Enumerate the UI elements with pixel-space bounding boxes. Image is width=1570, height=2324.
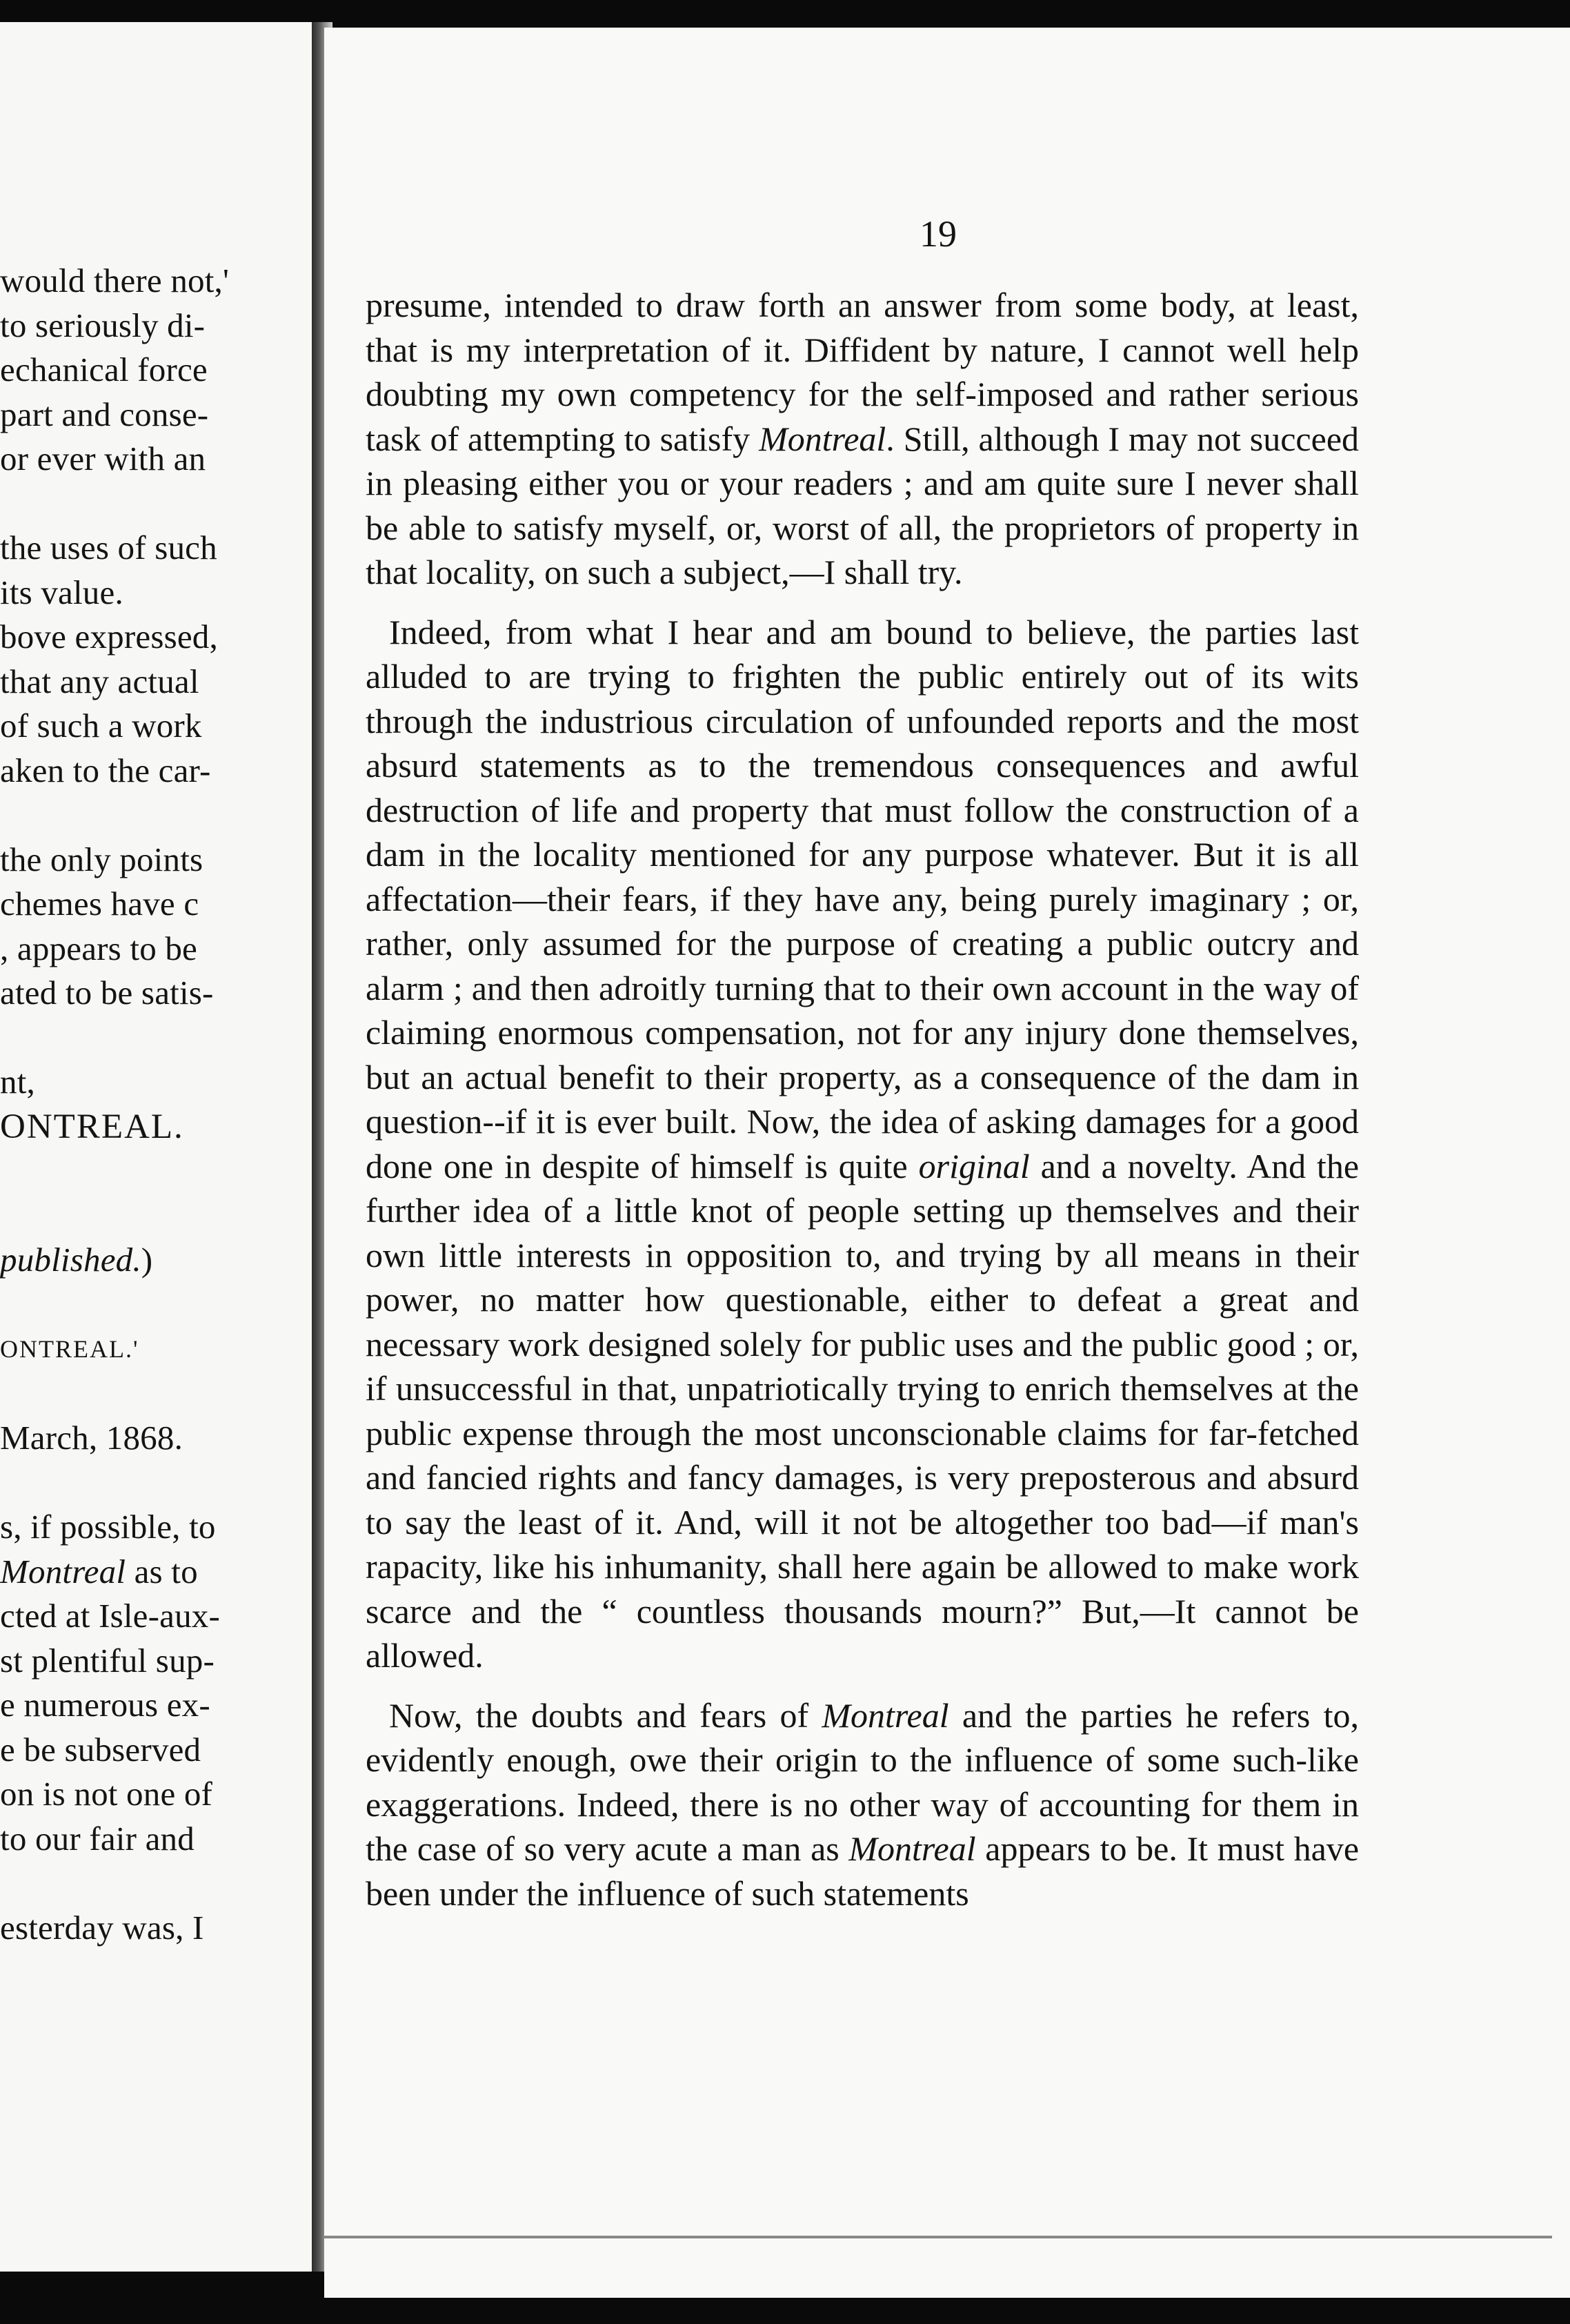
- left-page-line: the uses of such: [0, 529, 217, 567]
- left-page-line: st plentiful sup-: [0, 1641, 215, 1680]
- left-page-line: aken to the car-: [0, 751, 211, 789]
- italic-word: Montreal: [822, 1695, 949, 1735]
- left-page-line: or ever with an: [0, 440, 206, 477]
- left-page-line: would there not,': [0, 262, 230, 299]
- left-page-line: bove expressed,: [0, 618, 218, 656]
- left-page-line: e numerous ex-: [0, 1686, 210, 1724]
- left-page-line: to seriously di-: [0, 306, 206, 344]
- left-page-line: chemes have c: [0, 885, 199, 923]
- left-page-line: that any actual: [0, 662, 199, 700]
- left-page-line: published.): [0, 1241, 153, 1279]
- left-page-line: the only points: [0, 840, 203, 878]
- page-bottom-edge: [324, 2236, 1552, 2238]
- left-page-line: cted at Isle-aux-: [0, 1597, 221, 1635]
- page-number: 19: [920, 213, 957, 255]
- italic-word: published.: [0, 1241, 141, 1279]
- body-text: [366, 283, 1359, 1916]
- left-page-line: ONTREAL.': [0, 1335, 139, 1363]
- left-page-line: on is not one of: [0, 1775, 213, 1813]
- italic-word: Montreal: [848, 1829, 976, 1868]
- left-facing-page: [0, 22, 312, 2272]
- left-page-line: part and conse-: [0, 395, 209, 433]
- italic-word: Montreal: [759, 419, 886, 458]
- paragraph-3: Now, the doubts and fears of Montreal and the parties he refers to, evidently enough, owe their origin to the influence of some such-like exaggerations. Indeed, there is no other way of accounting for them in the case of so very acute a man as Montreal appears to be. It must have been under the influence of such statements: [366, 1695, 1360, 1913]
- left-page-line: of such a work: [0, 707, 202, 745]
- left-page-line: ated to be satis-: [0, 974, 214, 1012]
- italic-word: original: [918, 1146, 1030, 1185]
- italic-word: Montreal: [0, 1552, 126, 1591]
- left-page-line: ONTREAL.: [0, 1107, 184, 1146]
- left-page-line: e be subserved: [0, 1730, 201, 1769]
- left-page-line: esterday was, I: [0, 1908, 204, 1947]
- left-page-line: nt,: [0, 1063, 35, 1101]
- left-page-line: s, if possible, to: [0, 1508, 216, 1546]
- left-page-line: echanical force: [0, 351, 208, 388]
- paragraph-2: Indeed, from what I hear and am bound to believe, the parties last alluded to are trying to frighten the public entirely out of its wits through the industrious circulation of unfounded reports and the most absurd statements as to the tremendous consequences and awful destruction of life and property that must follow the construction of a dam in the locality mentioned for any purpose whatever. But it is all affectation—their fears, if they have any, being purely imaginary ; or, rather, only assumed for the purpose of creating a public outcry and alarm ; and then adroitly turning that to their own account in the way of claiming enormous compensation, not for any injury done themselves, but an actual benefit to their property, as a consequence of the dam in question--if it is ever built. Now, the idea of asking damages for a good done one in despite of himself is quite original and a novelty. And the further idea of a little knot of people setting up themselves and their own little interests in opposition to, and trying by all means in their power, no matter how questionable, either to defeat a great and necessary work designed solely for public uses and the public good ; or, if unsuccessful in that, unpatriotically trying to enrich themselves at the public expense through the most unconscionable claims for far-fetched and fancied rights and fancy damages, is very preposterous and absurd to say the least of it. And, will it not be altogether too bad—if man's rapacity, like his inhumanity, shall here again be allowed to make work scarce and the “ countless thousands mourn?” But,—It cannot be allowed.: [366, 612, 1360, 1675]
- left-page-line: Montreal as to: [0, 1552, 198, 1591]
- left-page-line: March, 1868.: [0, 1419, 183, 1457]
- paragraph-1: presume, intended to draw forth an answer from some body, at least, that is my interpretation of it. Diffident by nature, I cannot well help doubting my own competency for the self-imposed and rather serious task of attempting to satisfy Montreal. Still, although I may not succeed in pleasing either you or your readers ; and am quite sure I never shall be able to satisfy myself, or, worst of all, the proprietors of property in that locality, on such a subject,—I shall try.: [366, 286, 1360, 591]
- right-page: [324, 28, 1570, 2298]
- left-page-line: , appears to be: [0, 929, 197, 967]
- left-page-line: its value.: [0, 573, 123, 611]
- left-page-line: to our fair and: [0, 1819, 195, 1858]
